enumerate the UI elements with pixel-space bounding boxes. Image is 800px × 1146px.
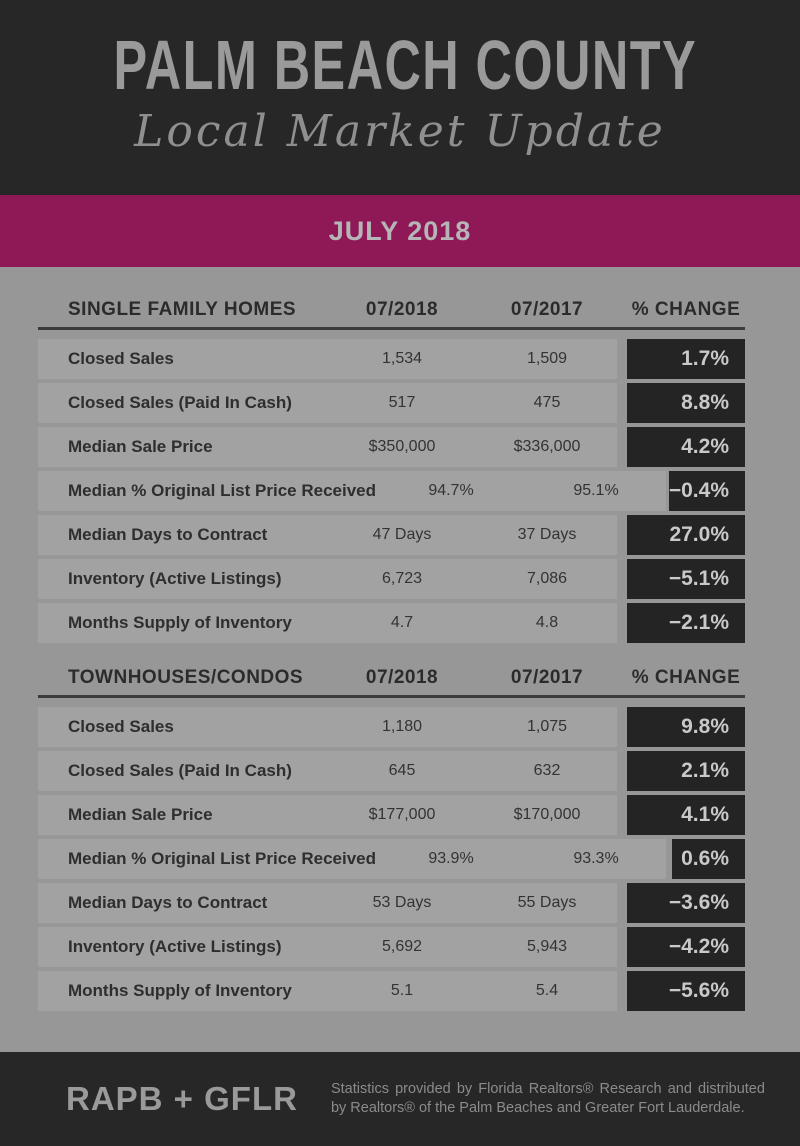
value-current: 4.7 (390, 614, 414, 631)
value-current: 517 (388, 394, 416, 411)
market-table-townhouses-condos (38, 661, 745, 1011)
change-badge: 1.7% (627, 339, 745, 379)
row-band (38, 427, 617, 467)
column-header-prior: 07/2017 (510, 667, 584, 688)
table-rows (38, 707, 745, 1011)
value-current: 1,180 (381, 718, 423, 735)
table-row (38, 559, 745, 599)
row-spacer (617, 971, 627, 1011)
table-row (38, 927, 745, 967)
table-title: SINGLE FAMILY HOMES (68, 299, 297, 320)
header-rule (38, 327, 745, 330)
row-spacer (617, 559, 627, 599)
value-prior: 55 Days (517, 894, 577, 911)
row-band (38, 971, 617, 1011)
table-row (38, 339, 745, 379)
table-row (38, 707, 745, 747)
table-row (38, 515, 745, 555)
value-current: 5.1 (390, 982, 414, 999)
column-header-prior: 07/2017 (510, 299, 584, 320)
row-band (38, 471, 666, 511)
row-spacer (617, 383, 627, 423)
column-header-current: 07/2018 (365, 667, 439, 688)
value-current: $350,000 (368, 438, 436, 455)
row-label: Closed Sales (68, 349, 174, 368)
page-title (0, 26, 800, 104)
table-row (38, 971, 745, 1011)
value-prior: $170,000 (513, 806, 581, 823)
row-band (38, 839, 666, 879)
change-badge: 4.2% (627, 427, 745, 467)
row-label: Median Sale Price (68, 805, 213, 824)
header-rule (38, 695, 745, 698)
row-band (38, 339, 617, 379)
row-spacer (617, 427, 627, 467)
row-label: Inventory (Active Listings) (68, 569, 282, 588)
value-prior: 5.4 (535, 982, 559, 999)
disclaimer-text: Statistics provided by Florida Realtors® Research and distributed by Realtors® of the Palm Beaches and Greater Fort Lauderdale. (330, 1081, 765, 1116)
row-band (38, 795, 617, 835)
row-label: Median Days to Contract (68, 525, 268, 544)
row-spacer (617, 603, 627, 643)
table-header-row (38, 661, 745, 689)
value-prior: 1,509 (526, 350, 568, 367)
change-badge: 8.8% (627, 383, 745, 423)
market-table-single-family-homes (38, 293, 745, 643)
change-badge: −5.1% (627, 559, 745, 599)
column-header-change: % CHANGE (631, 667, 741, 688)
row-spacer (617, 883, 627, 923)
period-label: JULY 2018 (328, 215, 472, 246)
row-spacer (617, 707, 627, 747)
row-band (38, 515, 617, 555)
row-label: Median % Original List Price Received (68, 481, 376, 500)
value-prior: 1,075 (526, 718, 568, 735)
page-subtitle: Local Market Update (134, 106, 666, 157)
row-band (38, 927, 617, 967)
report-header (0, 0, 800, 195)
value-prior: $336,000 (513, 438, 581, 455)
row-band (38, 383, 617, 423)
value-current: 53 Days (372, 894, 432, 911)
change-badge: 0.6% (672, 839, 745, 879)
row-spacer (617, 515, 627, 555)
table-row (38, 383, 745, 423)
value-current: 93.9% (428, 850, 474, 867)
table-row (38, 603, 745, 643)
change-badge: −2.1% (627, 603, 745, 643)
row-spacer (617, 795, 627, 835)
row-label: Closed Sales (68, 717, 174, 736)
page-title-text: PALM BEACH COUNTY (113, 26, 698, 104)
value-current: 5,692 (381, 938, 423, 955)
report-footer (0, 1052, 800, 1146)
change-badge: −3.6% (627, 883, 745, 923)
column-header-change: % CHANGE (631, 299, 741, 320)
table-row (38, 795, 745, 835)
table-header-row (38, 293, 745, 321)
row-band (38, 559, 617, 599)
tables-area (0, 267, 800, 1052)
change-badge: −0.4% (669, 471, 745, 511)
table-row (38, 751, 745, 791)
value-prior: 4.8 (535, 614, 559, 631)
table-title: TOWNHOUSES/CONDOS (68, 667, 304, 688)
change-badge: 27.0% (627, 515, 745, 555)
value-prior: 95.1% (573, 482, 619, 499)
period-banner (0, 195, 800, 267)
value-prior: 632 (533, 762, 561, 779)
value-current: 1,534 (381, 350, 423, 367)
change-badge: −5.6% (627, 971, 745, 1011)
row-label: Median Sale Price (68, 437, 213, 456)
row-band (38, 883, 617, 923)
row-band (38, 707, 617, 747)
row-spacer (617, 339, 627, 379)
row-spacer (617, 927, 627, 967)
table-row (38, 883, 745, 923)
row-label: Median % Original List Price Received (68, 849, 376, 868)
row-band (38, 751, 617, 791)
value-prior: 5,943 (526, 938, 568, 955)
value-prior: 37 Days (517, 526, 577, 543)
value-prior: 93.3% (573, 850, 619, 867)
table-rows (38, 339, 745, 643)
value-current: $177,000 (368, 806, 436, 823)
value-prior: 475 (533, 394, 561, 411)
value-current: 94.7% (428, 482, 474, 499)
row-spacer (617, 751, 627, 791)
value-current: 47 Days (372, 526, 432, 543)
value-current: 645 (388, 762, 416, 779)
row-label: Inventory (Active Listings) (68, 937, 282, 956)
change-badge: 9.8% (627, 707, 745, 747)
row-label: Median Days to Contract (68, 893, 268, 912)
row-label: Closed Sales (Paid In Cash) (68, 761, 292, 780)
value-current: 6,723 (381, 570, 423, 587)
table-row (38, 839, 745, 879)
column-header-current: 07/2018 (365, 299, 439, 320)
change-badge: −4.2% (627, 927, 745, 967)
row-label: Months Supply of Inventory (68, 981, 292, 1000)
row-band (38, 603, 617, 643)
value-prior: 7,086 (526, 570, 568, 587)
table-row (38, 471, 745, 511)
change-badge: 2.1% (627, 751, 745, 791)
change-badge: 4.1% (627, 795, 745, 835)
row-label: Closed Sales (Paid In Cash) (68, 393, 292, 412)
table-row (38, 427, 745, 467)
brand-logo: RAPB + GFLR (66, 1080, 298, 1117)
row-label: Months Supply of Inventory (68, 613, 292, 632)
